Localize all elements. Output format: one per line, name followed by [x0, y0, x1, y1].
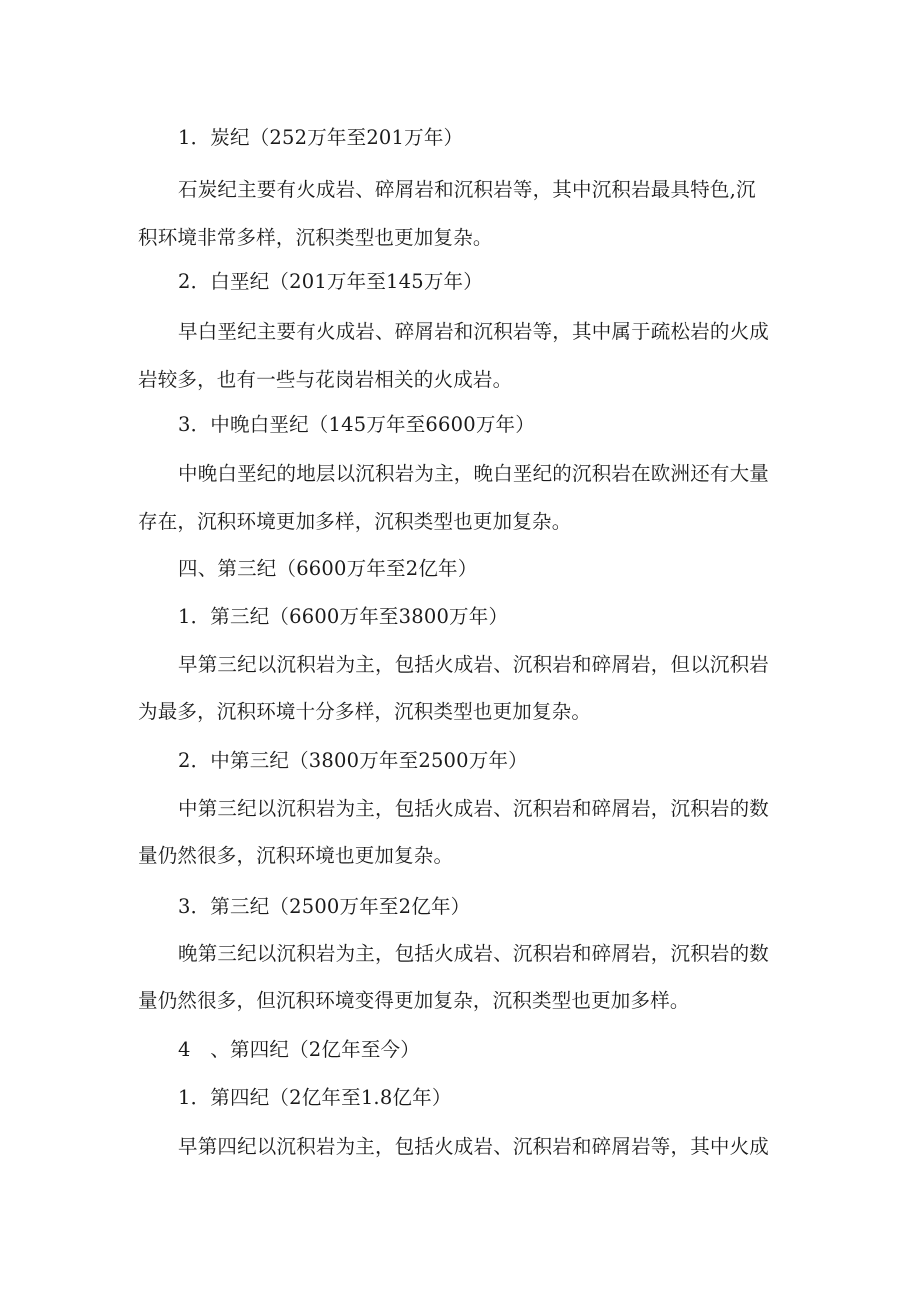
paragraph-line: 中第三纪以沉积岩为主，包括火成岩、沉积岩和碎屑岩，沉积岩的数 — [178, 797, 770, 820]
heading-early-quaternary: 1．第四纪（2亿年至1.8亿年） — [178, 1086, 452, 1109]
paragraph-line: 晚第三纪以沉积岩为主，包括火成岩、沉积岩和碎屑岩，沉积岩的数 — [178, 942, 770, 965]
paragraph-line: 早第三纪以沉积岩为主，包括火成岩、沉积岩和碎屑岩，但以沉积岩 — [178, 653, 770, 676]
heading-late-tertiary: 3．第三纪（2500万年至2亿年） — [178, 895, 471, 918]
heading-carboniferous: 1．炭纪（252万年至201万年） — [178, 126, 464, 149]
section-heading-quaternary: 4 、第四纪（2亿年至今） — [178, 1038, 420, 1061]
heading-mid-tertiary: 2．中第三纪（3800万年至2500万年） — [178, 749, 528, 772]
paragraph-line: 岩较多，也有一些与花岗岩相关的火成岩。 — [138, 368, 513, 391]
section-heading-tertiary: 四、第三纪（6600万年至2亿年） — [178, 557, 478, 580]
heading-mid-late-cretaceous: 3．中晚白垩纪（145万年至6600万年） — [178, 413, 535, 436]
heading-early-tertiary: 1．第三纪（6600万年至3800万年） — [178, 605, 509, 628]
paragraph-line: 中晚白垩纪的地层以沉积岩为主，晚白垩纪的沉积岩在欧洲还有大量 — [178, 462, 770, 485]
paragraph-line: 早白垩纪主要有火成岩、碎屑岩和沉积岩等，其中属于疏松岩的火成 — [178, 320, 770, 343]
paragraph-line: 早第四纪以沉积岩为主，包括火成岩、沉积岩和碎屑岩等，其中火成 — [178, 1135, 770, 1158]
paragraph-line: 石炭纪主要有火成岩、碎屑岩和沉积岩等，其中沉积岩最具特色,沉 — [178, 178, 756, 201]
paragraph-line: 存在，沉积环境更加多样，沉积类型也更加复杂。 — [138, 510, 572, 533]
paragraph-line: 为最多，沉积环境十分多样，沉积类型也更加复杂。 — [138, 700, 592, 723]
paragraph-line: 量仍然很多，沉积环境也更加复杂。 — [138, 844, 454, 867]
heading-cretaceous: 2．白垩纪（201万年至145万年） — [178, 270, 483, 293]
paragraph-line: 量仍然很多，但沉积环境变得更加复杂，沉积类型也更加多样。 — [138, 989, 690, 1012]
paragraph-line: 积环境非常多样，沉积类型也更加复杂。 — [138, 226, 493, 249]
